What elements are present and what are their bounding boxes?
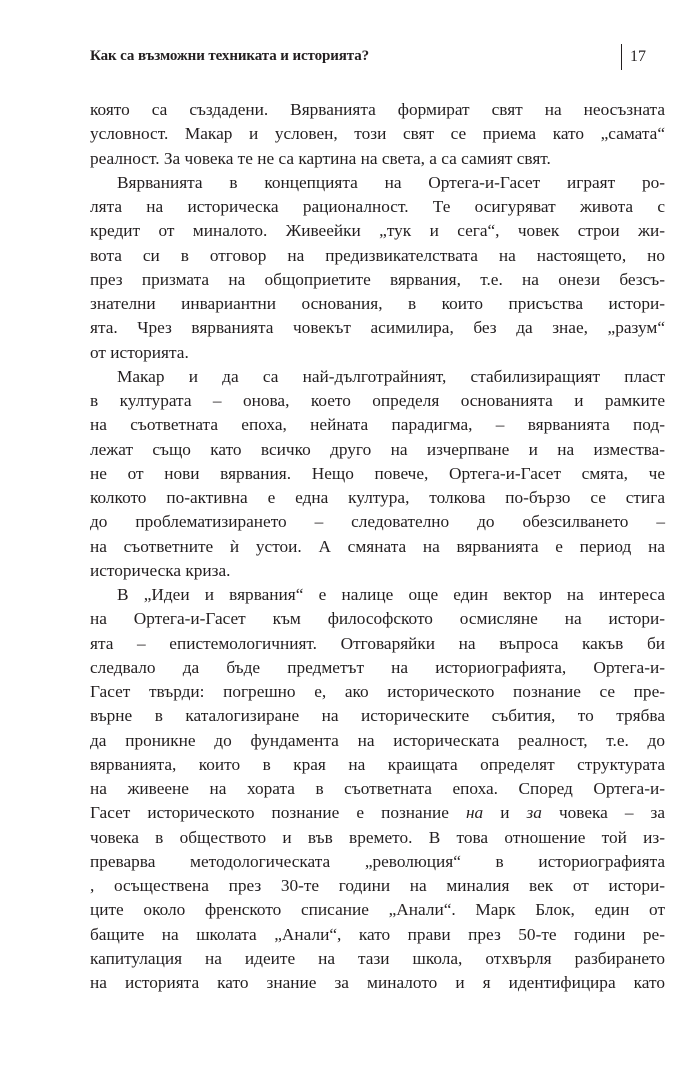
running-title: Как са възможни техниката и историята? [90,48,370,64]
text-line [90,801,665,825]
text-line: колкото по-активна е една култура, толкова по-бързо се стига [90,488,665,507]
text-line: историческа криза. [90,560,231,580]
paragraph-first-line: В „Идеи и вярвания“ е налице още един вектор на интереса [117,585,665,604]
text-line: която са създадени. Вярванията формират свят на неосъзната [90,100,665,119]
italic-word: на [465,803,484,823]
running-head [90,44,665,72]
text-line: на съответната епоха, нейната парадигма, – вярванията под- [90,415,665,435]
paragraph-first-line: Макар и да са най-дълготрайният, стабилизиращият пласт [117,366,665,386]
header-divider [621,44,622,70]
text-line: следвало да бъде предметът на историографията, Ортега-и- [90,657,665,677]
text-line: до проблематизирането – следователно до обезсилването – [90,512,665,532]
text-line: реалност. За човека те не са картина на света, а са самият свят. [90,148,551,168]
text-line: кредит от миналото. Живеейки „тук и сега“, човек строи жи- [90,221,665,241]
text-line: на съответните ѝ устои. А смяната на вярванията е период на [90,536,665,556]
text-line: на историята като знание за миналото и я идентифицира като [90,973,665,992]
paragraph-first-line: Вярванията в концепцията на Ортега-и-Гасет играят ро- [117,172,665,192]
text-line: върне в каталогизиране на историческите събития, то трябва [90,706,665,726]
text-line: вота си в отговор на предизвикателствата на настоящето, но [90,245,665,265]
text-line: капитулация на идеите на тази школа, отхвърля разбирането [90,948,665,968]
text-line: , осъществена през 30-те години на миналия век от истори- [90,876,665,895]
text-line: ята. Чрез вярванията човекът асимилира, без да знае, „разум“ [90,318,665,338]
body-text [90,98,665,995]
text-line: на Ортега-и-Гасет към философското осмисляне на истори- [90,609,665,629]
text-line: вярванията, които в края на краищата определят структурата [90,754,665,774]
line-text: човека – за [558,803,666,823]
text-line: в културата – онова, което определя основанията и рамките [90,391,665,410]
text-line: на живеене на хората в съответната епоха. Според Ортега-и- [90,779,665,798]
line-text: и [500,803,510,823]
text-line: знателни инвариантни основания, в които присъства истори- [90,294,665,313]
text-line: ята – епистемологичният. Отговаряйки на въпроса какъв би [90,633,665,653]
text-line: не от нови вярвания. Нещо повече, Ортега-и-Гасет смята, че [90,463,665,483]
text-line: бащите на школата „Анали“, като прави през 50-те години ре- [90,924,665,944]
page-number: 17 [630,48,646,65]
text-line: ците около френското списание „Анали“. Марк Блок, един от [90,900,665,920]
text-line: човека в обществото и във времето. В това отношение той из- [90,827,665,847]
text-line: лежат също като всичко друго на изчерпване и на измества- [90,439,665,459]
text-line: Гасет твърди: погрешно е, ако историческото познание се пре- [90,682,665,701]
text-line: през призмата на общоприетите вярвания, т.е. на онези безсъ- [90,269,665,289]
text-line: от историята. [90,342,189,362]
line-text: Гасет историческото познание е познание [90,803,449,823]
text-line: лята на историческа рационалност. Те осигуряват живота с [90,197,665,216]
text-line: да проникне до фундамента на историческата реалност, т.е. до [90,730,665,750]
text-line: преварва методологическата „революция“ в историографията [90,851,665,871]
text-line: условност. Макар и условен, този свят се приема като „самата“ [90,124,665,144]
italic-word: за [526,803,542,823]
